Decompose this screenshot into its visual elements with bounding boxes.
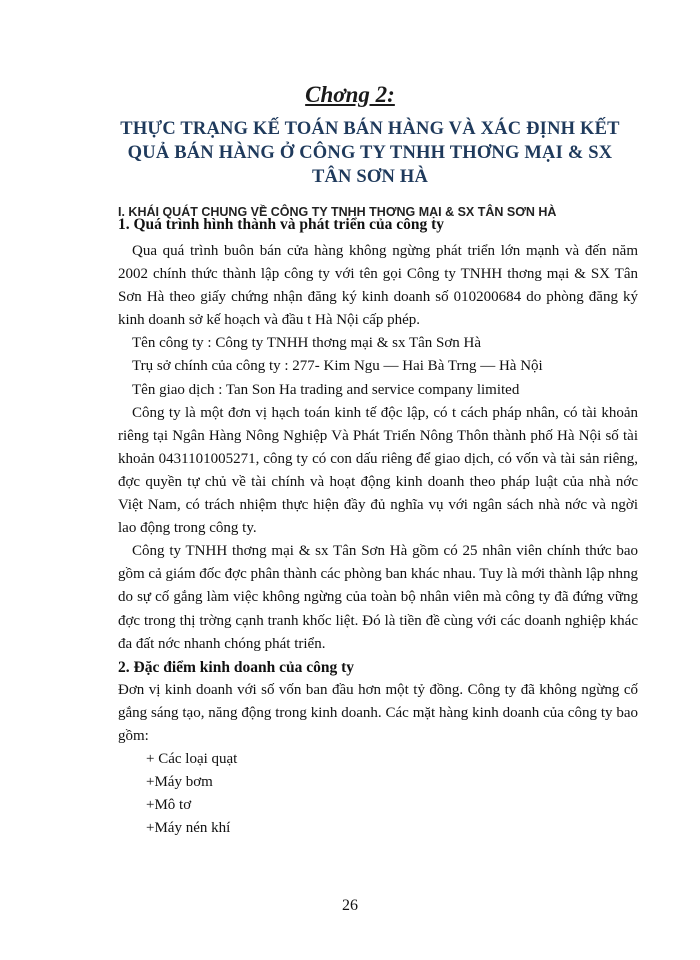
subsection-heading-2: 2. Đặc điểm kinh doanh của công ty bbox=[118, 658, 354, 676]
chapter-title bbox=[100, 117, 640, 189]
section-heading: I. KHÁI QUÁT CHUNG VỀ CÔNG TY TNHH THƠNG MẠI & SX TÂN SƠN HÀ bbox=[118, 205, 557, 219]
page-number: 26 bbox=[342, 897, 358, 914]
paragraph: Đơn vị kinh doanh với số vốn ban đầu hơn một tỷ đồng. Công ty đã không ngừng cố gắng sáng tạo, năng động trong kinh doanh. Các mặt hàng kinh doanh của công ty bao gồm: bbox=[118, 681, 638, 744]
chapter-title-line: TÂN SƠN HÀ bbox=[311, 167, 429, 187]
list-item: + Các loại quạt bbox=[146, 751, 238, 768]
list-item: +Mô tơ bbox=[146, 797, 192, 814]
company-headquarters: Trụ sở chính của công ty : 277- Kim Ngu — Hai Bà Trng — Hà Nội bbox=[132, 358, 543, 375]
body-text bbox=[118, 240, 638, 840]
list-item: +Máy nén khí bbox=[146, 820, 231, 837]
subsection-heading-1: 1. Quá trình hình thành và phát triển của công ty bbox=[118, 216, 444, 233]
paragraph: Công ty TNHH thơng mại & sx Tân Sơn Hà gồm có 25 nhân viên chính thức bao gồm cả giám đốc đợc phân thành các phòng ban khác nhau. Tuy là mới thành lập nhng do sự cố gắng làm việc không ngừng của toàn bộ nhân viên mà công ty đã đứng vững đợc trong thị trờng cạnh tranh khốc liệt. Đó là tiền đề cùng với các doanh nghiệp khác đa đất nớc nhanh chóng phát triển. bbox=[118, 543, 638, 652]
company-trade-name: Tên giao dịch : Tan Son Ha trading and service company limited bbox=[132, 381, 520, 398]
chapter-heading: Chơng 2: bbox=[305, 82, 395, 107]
paragraph: Công ty là một đơn vị hạch toán kinh tế độc lập, có t cách pháp nhân, có tài khoản riêng tại Ngân Hàng Nông Nghiệp Và Phát Triển Nông Thôn thành phố Hà Nội số tài khoản 0431101005271, công ty có con dấu riêng để giao dịch, có vốn và tài sản riêng, đợc quyền tự chủ về tài chính và hoạt động kinh doanh theo pháp luật của nhà nớc Việt Nam, có trách nhiệm thực hiện đầy đủ nghĩa vụ với ngân sách nhà nớc và ngời lao động trong công ty. bbox=[118, 404, 638, 537]
company-name: Tên công ty : Công ty TNHH thơng mại & sx Tân Sơn Hà bbox=[132, 335, 482, 352]
list-item: +Máy bơm bbox=[146, 774, 213, 791]
chapter-title-line: THỰC TRẠNG KẾ TOÁN BÁN HÀNG VÀ XÁC ĐỊNH KẾT bbox=[120, 119, 620, 139]
paragraph: Qua quá trình buôn bán cửa hàng không ngừng phát triển lớn mạnh và đến năm 2002 chính thức thành lập công ty với tên gọi Công ty TNHH thơng mại & SX Tân Sơn Hà theo giấy chứng nhận đăng ký kinh doanh số 010200684 do phòng đăng ký kinh doanh sở kế hoạch và đầu t Hà Nội cấp phép. bbox=[118, 243, 638, 329]
chapter-title-line: QUẢ BÁN HÀNG Ở CÔNG TY TNHH THƠNG MẠI & SX bbox=[127, 143, 613, 163]
